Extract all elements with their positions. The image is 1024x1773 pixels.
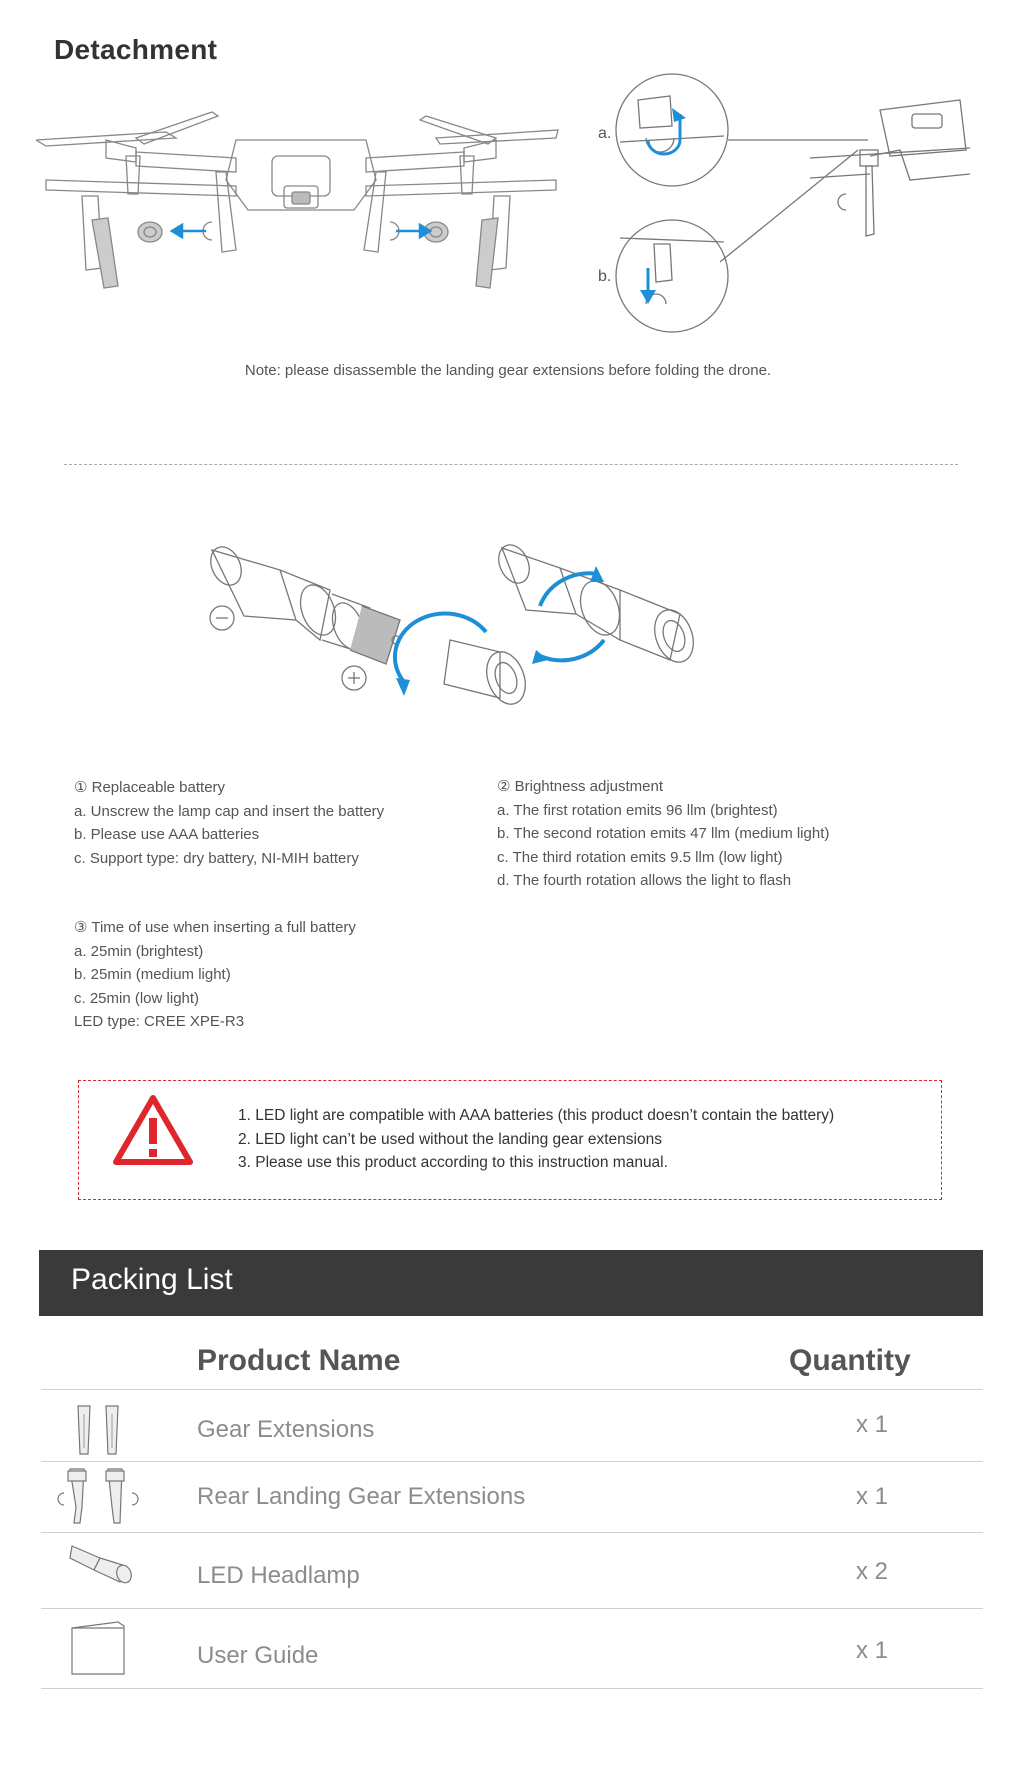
steps-time-of-use (74, 916, 356, 1034)
rear-gear-icon (56, 1467, 142, 1527)
step-line: ② Brightness adjustment (497, 778, 664, 795)
drone-detach-illustration (36, 100, 566, 310)
detach-note: Note: please disassemble the landing gear extensions before folding the drone. (244, 362, 772, 379)
section-divider (64, 464, 958, 465)
row-name: LED Headlamp (197, 1562, 360, 1589)
row-qty: x 1 (855, 1637, 888, 1664)
label-b: b. (598, 268, 612, 285)
warning-list (238, 1104, 834, 1175)
warning-item: 1. LED light are compatible with AAA batteries (this product doesn’t contain the battery) (238, 1107, 835, 1124)
warning-item: 2. LED light can’t be used without the landing gear extensions (238, 1130, 662, 1148)
steps-replaceable-battery (74, 776, 384, 870)
row-divider (41, 1461, 983, 1462)
column-header-quantity: Quantity (789, 1344, 911, 1377)
row-divider (41, 1608, 983, 1609)
headlamp-icon (68, 1540, 138, 1584)
steps-brightness-adjustment (497, 775, 829, 893)
step-line: b. Please use AAA batteries (74, 826, 260, 843)
label-a: a. (598, 125, 612, 142)
user-guide-icon (68, 1620, 128, 1678)
row-divider (41, 1389, 983, 1390)
packing-list-title: Packing List (71, 1263, 233, 1296)
gear-extensions-icon (66, 1404, 128, 1458)
row-name: Gear Extensions (197, 1416, 375, 1443)
column-header-product: Product Name (197, 1344, 401, 1377)
warning-item: 3. Please use this product according to this instruction manual. (238, 1154, 668, 1171)
step-line: a. The first rotation emits 96 llm (brightest) (497, 801, 778, 819)
warning-icon (110, 1092, 196, 1168)
row-name: User Guide (197, 1642, 319, 1669)
row-qty: x 1 (855, 1483, 888, 1510)
step-line: c. 25min (low light) (74, 989, 200, 1007)
row-qty: x 1 (855, 1411, 888, 1438)
step-line: a. 25min (brightest) (74, 942, 204, 960)
row-divider (41, 1688, 983, 1689)
step-line: ① Replaceable battery (74, 779, 226, 796)
section-title-detachment: Detachment (54, 34, 218, 65)
headlamp-illustration (200, 530, 720, 730)
step-line: ③ Time of use when inserting a full battery (74, 919, 356, 936)
step-line: b. 25min (medium light) (74, 966, 231, 983)
step-line: b. The second rotation emits 47 llm (medium light) (497, 825, 830, 842)
row-divider (41, 1532, 983, 1533)
step-line: a. Unscrew the lamp cap and insert the battery (74, 802, 385, 820)
step-line: d. The fourth rotation allows the light to flash (497, 872, 792, 889)
step-line: LED type: CREE XPE-R3 (74, 1013, 245, 1030)
detail-illustration (610, 70, 980, 340)
step-line: c. Support type: dry battery, NI-MIH battery (74, 849, 359, 867)
row-name: Rear Landing Gear Extensions (197, 1483, 526, 1510)
step-line: c. The third rotation emits 9.5 llm (low light) (497, 848, 783, 866)
row-qty: x 2 (855, 1558, 888, 1585)
